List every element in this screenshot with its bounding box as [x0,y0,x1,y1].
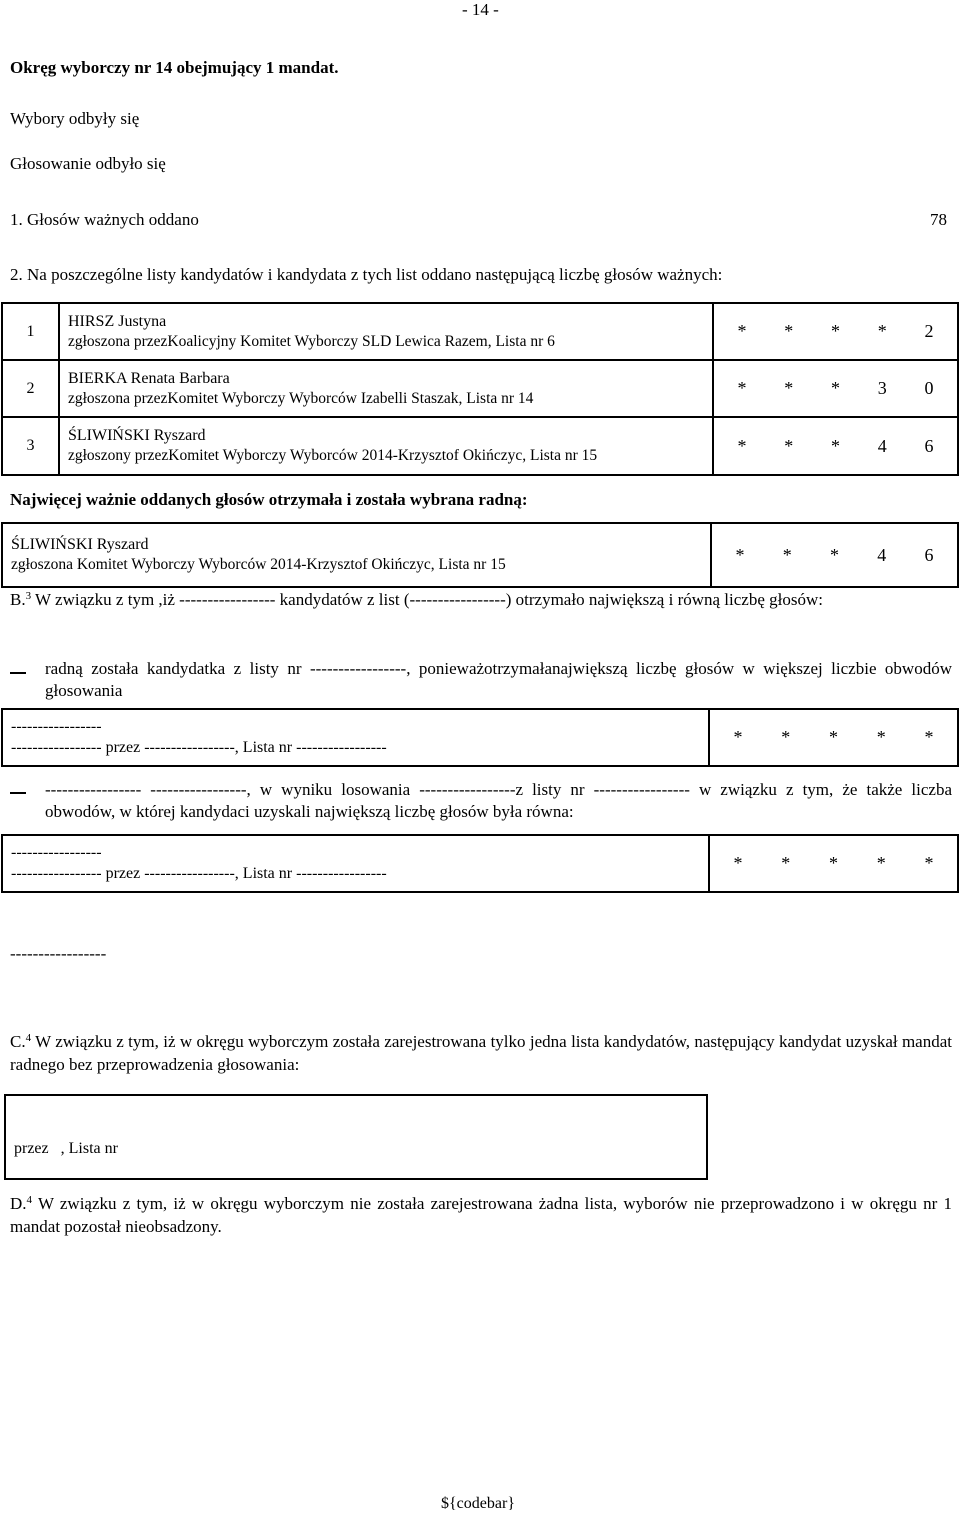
district-title: Okręg wyborczy nr 14 obejmujący 1 mandat. [10,58,339,77]
digit: * [830,544,839,565]
section-d-footnote: 4 [26,1194,33,1206]
digit: * [924,853,934,873]
winner-table [1,522,959,588]
section-d-body: W związku z tym, iż w okręgu wyborczym nie została zarejestrowana żadna lista, wyborów nie przeprowadzono i w okręgu nr 1 mandat pozostał nieobsadzony. [10,1194,952,1236]
candidate-committee: zgłoszony przezKomitet Wyborczy Wyborców 2014-Krzysztof Okińczyc, Lista nr 15 [68,447,598,464]
candidate-cell [59,303,713,360]
digit: * [784,378,794,398]
box-c-text: przez , Lista nr [14,1140,118,1157]
digit: 6 [924,544,934,565]
table-row [2,360,958,417]
digit: 2 [924,321,934,341]
box-b1-line1: ----------------- [11,718,102,735]
digit: * [733,727,743,747]
digit: * [737,435,747,456]
candidate-name: HIRSZ Justyna [68,312,167,330]
box-b2-line2: ----------------- przez -----------------, Lista nr ----------------- [11,865,387,882]
page-number: - 14 - [462,0,499,19]
elections-held: Wybory odbyły się [10,109,140,128]
dash-bullet [10,672,26,674]
candidate-name: BIERKA Renata Barbara [68,369,230,387]
box-c [4,1094,708,1180]
voting-held: Głosowanie odbyło się [10,154,166,173]
section-b-trailing-dashes: ----------------- [10,944,107,963]
section-b-item-2: ----------------- -----------------, w wyniku losowania -----------------z listy nr ----------------- w związku z tym, że także liczba obwodów, w której kandydaci uzyskali największą liczbę głosów była równa: [45,780,952,821]
vote-digits [713,360,958,417]
digit: * [784,435,794,456]
section-b-letter: B. [10,590,26,609]
section-c-body: W związku z tym, iż w okręgu wyborczym została zarejestrowana tylko jedna lista kandydatów, następujący kandydat uzyskał mandat radnego bez przeprowadzenia głosowania: [10,1032,952,1074]
vote-digits [710,727,957,748]
digit: * [877,321,887,341]
vote-digits [711,523,958,587]
table-row [2,303,958,360]
digit: 4 [877,544,887,565]
digit: 0 [924,378,934,398]
digit: * [831,378,840,398]
candidate-cell [59,417,713,475]
vote-digits [713,417,958,475]
digit: * [829,727,838,747]
valid-votes-value: 78 [930,210,947,229]
digit: 3 [877,378,887,398]
digit: * [784,321,794,341]
digit: * [924,727,934,747]
digit: * [831,321,840,341]
section-b-body: W związku z tym ,iż ----------------- kandydatów z list (-----------------) otrzymało największą i równą liczbę głosów: [35,590,823,609]
digit: * [781,727,791,747]
digit: * [831,435,840,456]
candidate-number: 3 [2,417,59,475]
digit: * [782,544,792,565]
digit: 6 [924,435,934,456]
vote-digits [713,303,958,360]
digit: * [781,853,791,873]
lists-intro: 2. Na poszczególne listy kandydatów i kandydata z tych list oddano następującą liczbę głosów ważnych: [10,265,723,284]
candidate-name: ŚLIWIŃSKI Ryszard [68,427,206,444]
digit: * [735,544,745,565]
box-b1 [1,708,959,767]
candidates-table [1,302,959,476]
section-b-item-1: radną została kandydatka z listy nr -----------------, ponieważotrzymałanajwiększą liczbę głosów w większej liczbie obwodów głosowania [45,659,952,700]
candidate-cell [59,360,713,417]
candidate-number: 1 [2,303,59,360]
box-b1-line2: ----------------- przez -----------------, Lista nr ----------------- [11,739,387,756]
winner-cell [2,523,711,587]
table-row [2,417,958,475]
codebar-placeholder: ${codebar} [441,1495,515,1512]
section-c-footnote: 4 [25,1032,32,1044]
section-c-text [10,1030,952,1076]
vote-digits [710,853,957,874]
candidate-committee: zgłoszona przezKomitet Wyborczy Wyborców Izabelli Staszak, Lista nr 14 [68,389,534,407]
box-b2 [1,834,959,893]
section-b-footnote: 3 [25,590,32,602]
section-c-letter: C. [10,1032,26,1051]
section-d-text [10,1192,952,1238]
candidate-committee: zgłoszona przezKoalicyjny Komitet Wyborczy SLD Lewica Razem, Lista nr 6 [68,332,555,350]
dash-bullet [10,792,26,794]
digit: * [737,321,747,341]
valid-votes-label: 1. Głosów ważnych oddano [10,210,199,229]
box-b2-line1: ----------------- [11,844,102,861]
winner-committee: zgłoszona Komitet Wyborczy Wyborców 2014-Krzysztof Okińczyc, Lista nr 15 [11,556,506,573]
digit: 4 [877,435,887,456]
section-d-letter: D. [10,1194,27,1213]
winner-heading: Najwięcej ważnie oddanych głosów otrzymała i została wybrana radną: [10,490,528,509]
digit: * [876,727,886,747]
candidate-number: 2 [2,360,59,417]
winner-name: ŚLIWIŃSKI Ryszard [11,536,149,553]
section-b-text [10,589,952,611]
digit: * [733,853,743,873]
digit: * [829,853,838,873]
digit: * [876,853,886,873]
table-row [2,523,958,587]
digit: * [737,378,747,398]
